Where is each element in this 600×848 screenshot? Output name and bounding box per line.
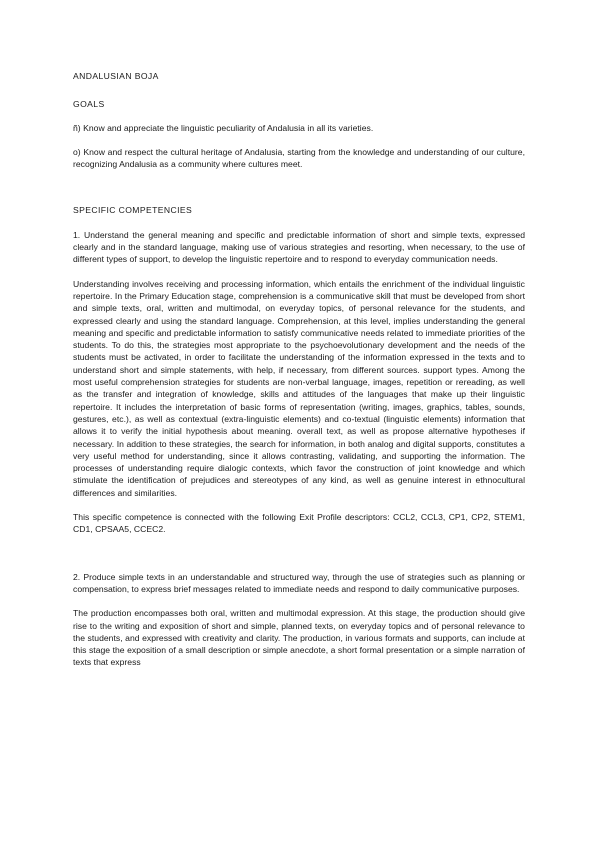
- document-page: [73, 70, 525, 669]
- competency-1-descriptors: This specific competence is connected with the following Exit Profile descriptors: CCL2, CCL3, CP1, CP2, STEM1, CD1, CPSAA5, CCEC2.: [73, 512, 525, 535]
- competencies-heading: SPECIFIC COMPETENCIES: [73, 205, 193, 216]
- competency-1-title: 1. Understand the general meaning and specific and predictable information of short and simple texts, expressed clearly and in the standard language, making use of various strategies and resorting, when necessary, to the use of different types of support, to develop the linguistic repertoire and to respond to everyday communication needs.: [73, 229, 525, 265]
- competency-2-title: 2. Produce simple texts in an understandable and structured way, through the use of strategies such as planning or compensation, to express brief messages related to immediate needs and respond to daily communicative purposes.: [73, 571, 525, 594]
- document-title: ANDALUSIAN BOJA: [73, 71, 159, 81]
- goal-item: ñ) Know and appreciate the linguistic peculiarity of Andalusia in all its varieties.: [73, 122, 374, 133]
- goal-item: o) Know and respect the cultural heritage of Andalusia, starting from the knowledge and understanding of our culture, recognizing Andalusia as a community where cultures meet.: [73, 146, 525, 170]
- goals-heading: GOALS: [73, 99, 105, 110]
- competency-2-body: The production encompasses both oral, written and multimodal expression. At this stage, the production should give rise to the writing and exposition of short and simple, planned texts, on everyday topics and of personal relevance to the students, and expressed with creativity and clarity. The production, in various formats and supports, can include at this stage the exposition of a small description or simple anecdote, a short formal presentation or a simple narration of texts that express: [73, 608, 525, 668]
- competency-1-body: Understanding involves receiving and processing information, which entails the enrichment of the individual linguistic repertoire. In the Primary Education stage, comprehension is a communicative skill that must be developed from short and simple texts, oral, written and multimodal, on everyday topics, of personal relevance for the students, and expressed clearly and using the standard language. Comprehension, at this level, implies understanding the general meaning and specific and predictable information to satisfy communicative needs related to immediate priorities of the students. To do this, the strategies most appropriate to the psychoevolutionary development and the needs of the students must be activated, in order to facilitate the understanding of the information expressed in the texts and to understand short and simple statements, with help, if necessary, from different sources. support types. Among the most useful comprehension strategies for students are non-verbal language, images, repetition or rereading, as well as the transfer and integration of knowledge, skills and attitudes of the languages that make up their linguistic repertoire. It includes the interpretation of basic forms of representation (writing, images, graphics, tables, sounds, gestures, etc.), as well as contextual (extra-linguistic elements) and co-textual (linguistic elements) information that allows it to verify the initial hypothesis about meaning. overall text, as well as propose alternative hypotheses if necessary. In addition to these strategies, the search for information, in both analog and digital supports, constitutes a very useful method for understanding, since it allows contrasting, validating, and supporting the information. The processes of understanding require dialogic contexts, which favor the construction of joint knowledge and which stimulate the identification of prejudices and stereotypes of any kind, as well as genuine interest in ethnocultural differences and similarities.: [73, 278, 525, 498]
